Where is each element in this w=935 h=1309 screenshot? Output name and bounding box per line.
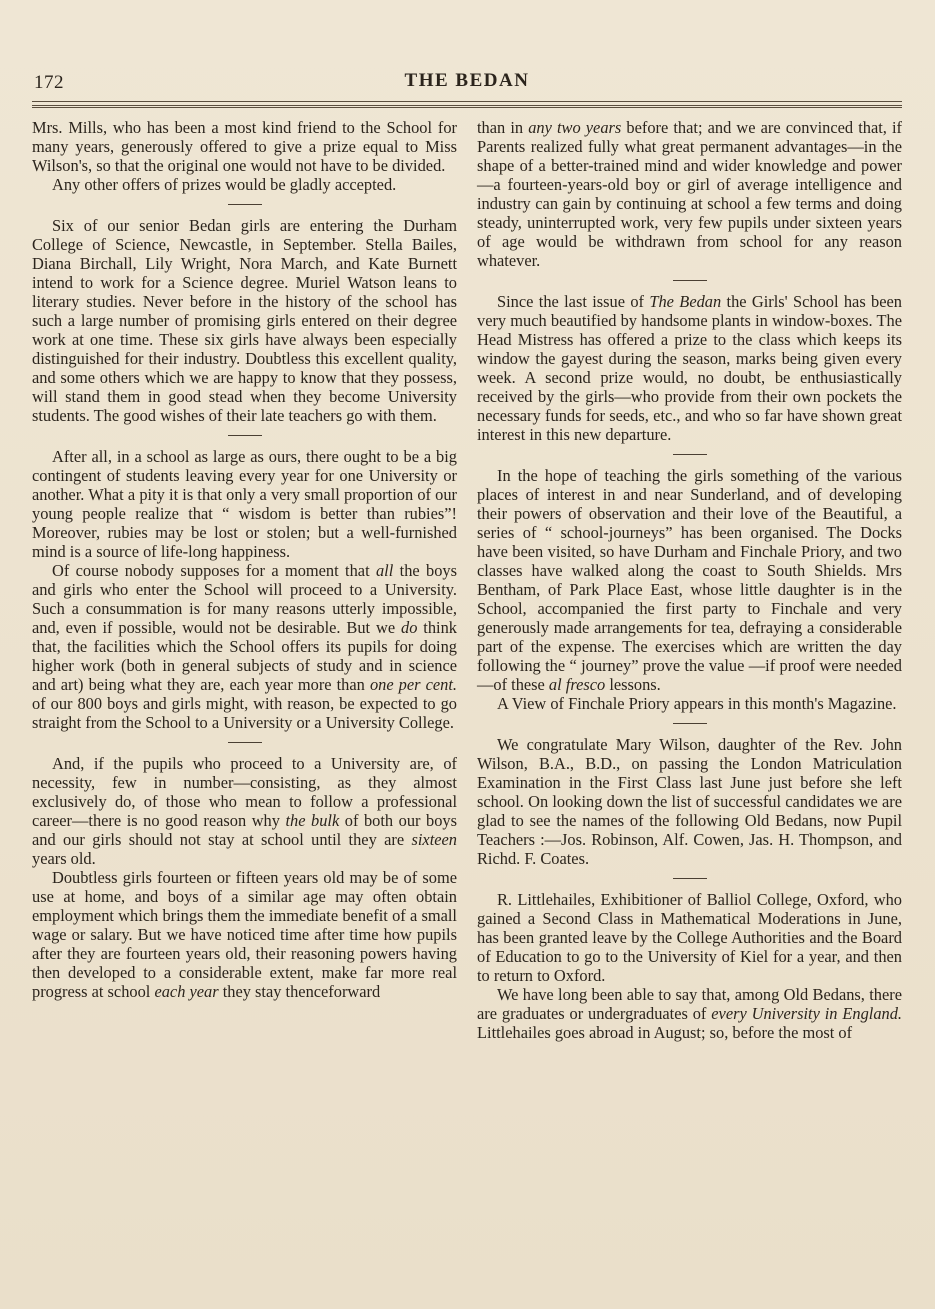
section-separator bbox=[673, 454, 707, 455]
paragraph-stay-until-sixteen: And, if the pupils who proceed to a University are, of necessity, few in number—consisting, as they almost exclusively do, of those who mean to follow a professional career—there is no good reason why the bulk of both our boys and our girls should not stay at school until they are sixteen years old. bbox=[32, 754, 458, 868]
section-separator bbox=[228, 435, 262, 436]
paragraph-matriculation: We congratulate Mary Wilson, daughter of the Rev. John Wilson, B.A., B.D., on passing the London Matriculation Examination in the First Class last June just before she left school. On looking down the list of successful candidates we are glad to see the names of the following Old Bedans, now Pupil Teachers :—Jos. Robinson, Alf. Cowen, Jas. H. Thompson, and Richd. F. Coates. bbox=[477, 735, 902, 868]
section-separator bbox=[228, 204, 262, 205]
paragraph-fourteen-years: Doubtless girls fourteen or fifteen years old may be of some use at home, and boys of a similar age may often obtain employment which brings them the immediate benefit of a small wage or salary. But we have noticed time after time how pupils after they are fourteen years old, their reasoning powers having then developed to a considerable extent, make far more real progress at school each year they stay thenceforward bbox=[32, 868, 457, 1001]
running-title: THE BEDAN bbox=[404, 70, 530, 91]
paragraph-finchale-view: A View of Finchale Priory appears in this month's Magazine. bbox=[497, 694, 897, 713]
page-header bbox=[32, 66, 902, 96]
paragraph-one-per-cent: Of course nobody supposes for a moment that all the boys and girls who enter the School will proceed to a University. Such a consummation is for many reasons utterly impossible, and, even if possible, would not be desirable. But we do think that, the facilities which the School offers its pupils for doing higher work (both in general subjects of study and in science and art) being what they are, each year more than one per cent. of our 800 boys and girls might, with reason, be expected to go straight from the School to a University or a University College. bbox=[32, 561, 458, 732]
paragraph-university-students: After all, in a school as large as ours, there ought to be a big contingent of students leaving every year for one University or another. What a pity it is that only a very small proportion of our young people realize that “ wisdom is better than rubies”! Moreover, rubies may be lost or stolen; but a well-furnished mind is a source of life-long happiness. bbox=[32, 447, 457, 561]
paragraph-durham-college: Six of our senior Bedan girls are entering the Durham College of Science, Newcastle, in September. Stella Bailes, Diana Birchall, Lily Wright, Nora March, and Kate Burnett intend to work for a Science degree. Muriel Watson leans to literary studies. Never before in the history of the school has such a large number of promising girls entered on their degree work at one time. These six girls have always been especially distinguished for their industry. Doubtless this excellent quality, and some others which we are happy to know that they possess, will stand them in good stead when they become University students. The good wishes of their late teachers go with them. bbox=[32, 216, 457, 425]
paragraph-mills-prize: Mrs. Mills, who has been a most kind friend to the School for many years, generously offered to give a prize equal to Miss Wilson's, so that the original one would not have to be divided. bbox=[32, 118, 457, 175]
paragraph-school-journeys: In the hope of teaching the girls something of the various places of interest in and near Sunderland, and of developing their powers of observation and their love of the Beautiful, a series of “ school-journeys” has been organised. The Docks have been visited, so have Durham and Finchale Priory, and two classes have walked along the coast to South Shields. Mrs Bentham, of Park Place East, whose little daughter is in the School, accompanied the first party to Finchale and very generously made arrangements for tea, defraying a considerable part of the expense. The exercises which are written the day following the “ journey” prove the value —if proof were needed—of these al fresco lessons. bbox=[477, 466, 902, 694]
paragraph-prize-offers: Any other offers of prizes would be gladly accepted. bbox=[52, 175, 397, 194]
paragraph-old-bedans-graduates: We have long been able to say that, among Old Bedans, there are graduates or undergraduates of every University in England. Littlehailes goes abroad in August; so, before the most of bbox=[477, 985, 902, 1042]
page-number: 172 bbox=[34, 72, 64, 93]
header-rule bbox=[32, 101, 902, 108]
section-separator bbox=[228, 742, 262, 743]
left-column bbox=[32, 118, 457, 1001]
right-column bbox=[477, 118, 902, 1042]
paragraph-littlehailes: R. Littlehailes, Exhibitioner of Balliol College, Oxford, who gained a Second Class in Mathematical Moderations in June, has been granted leave by the College Authorities and the Board of Education to go to the University of Kiel for a year, and then to return to Oxford. bbox=[477, 890, 902, 985]
section-separator bbox=[673, 280, 707, 281]
paragraph-two-years: than in any two years before that; and we are convinced that, if Parents realized fully what great permanent advantages—in the shape of a better-trained mind and wider knowledge and power—a fourteen-years-old boy or girl of average intelligence and industry can gain by continuing at school a few terms and doing steady, uninterrupted work, very few pupils under sixteen years of age would be withdrawn from school for any reason whatever. bbox=[477, 118, 902, 270]
section-separator bbox=[673, 878, 707, 879]
paragraph-window-boxes: Since the last issue of The Bedan the Girls' School has been very much beautified by handsome plants in window-boxes. The Head Mistress has offered a prize to the class which keeps its window the gayest during the season, marks being given every week. A second prize would, no doubt, be enthusiastically received by the girls—who provide from their own pockets the necessary funds for seeds, etc., and who so far have shown great interest in this new departure. bbox=[477, 292, 902, 444]
section-separator bbox=[673, 723, 707, 724]
